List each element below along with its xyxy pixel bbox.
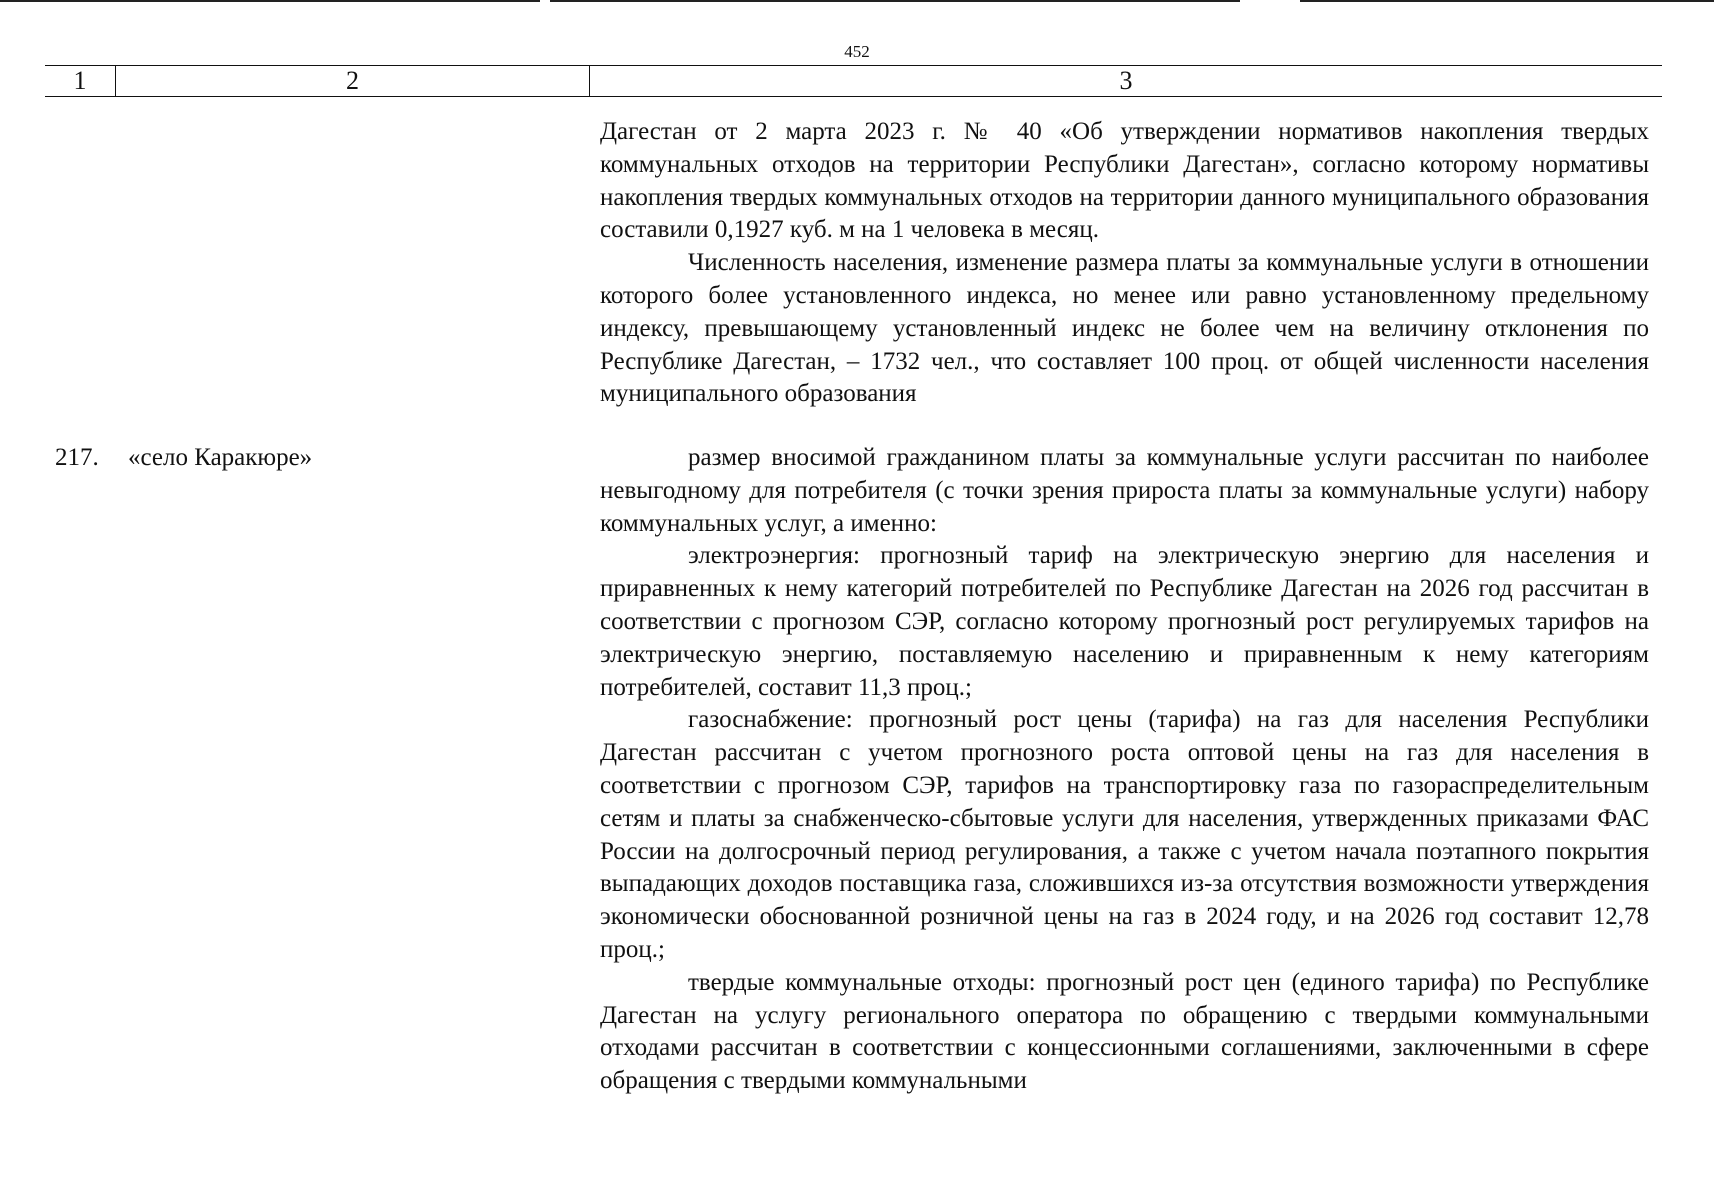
column-header-3: 3 bbox=[1119, 66, 1133, 95]
scan-edge-line bbox=[0, 0, 1714, 2]
municipality-name: «село Каракюре» bbox=[128, 444, 313, 471]
page-number: 452 bbox=[844, 42, 870, 61]
paragraph: электроэнергия: прогнозный тариф на электрическую энергию для населения и приравненных к нему категорий потребителей по Республике Дагестан на 2026 год рассчитан в соответствии с прогнозом СЭР, согласно которому прогнозный рост регулируемых тарифов на электрическую энергию, поставляемую населению и приравненным к нему категориям потребителей, составит 11,3 проц.; bbox=[600, 542, 1649, 701]
paragraph: твердые коммунальные отходы: прогнозный рост цен (единого тарифа) по Республике Дагестан на услугу регионального оператора по обращению с твердыми коммунальными отходами рассчитан в соответствии с концессионными соглашениями, заключенными в сфере обращения с твердыми коммунальными bbox=[600, 968, 1649, 1095]
column-header-1: 1 bbox=[45, 66, 116, 96]
paragraph: Дагестан от 2 марта 2023 г. № 40 «Об утверждении нормативов накопления твердых коммунальных отходов на территории Республики Дагестан», согласно которому нормативы накопления твердых коммунальных отходов на территории данного муниципального образования составили 0,1927 куб. м на 1 человека в месяц. bbox=[600, 118, 1649, 244]
table-header-row bbox=[45, 65, 1662, 97]
paragraph: размер вносимой гражданином платы за коммунальные услуги рассчитан по наиболее невыгодному для потребителя (с точки зрения прироста платы за коммунальные услуги) набору коммунальных услуг, а именно: bbox=[600, 444, 1649, 537]
row-description-block bbox=[600, 442, 1649, 1098]
paragraph: газоснабжение: прогнозный рост цены (тарифа) на газ для населения Республики Дагестан рассчитан с учетом прогнозного роста оптовой цены на газ для населения в соответствии с прогнозом СЭР, тарифов на транспортировку газа по газораспределительным сетям и платы за снабженческо-сбытовые услуги для населения, утвержденных приказами ФАС России на долгосрочный период регулирования, а также с учетом начала поэтапного покрытия выпадающих доходов поставщика газа, сложившихся из-за отсутствия возможности утверждения экономически обоснованной розничной цены на газ в 2024 году, и на 2026 год составит 12,78 проц.; bbox=[600, 706, 1649, 963]
continued-text-block bbox=[600, 116, 1649, 411]
column-header-2: 2 bbox=[116, 66, 590, 96]
paragraph: Численность населения, изменение размера платы за коммунальные услуги в отношении которого более установленного индекса, но менее или равно установленному предельному индексу, превышающему установленный индекс не более чем на величину отклонения по Республике Дагестан, – 1732 чел., что составляет 100 проц. от общей численности населения муниципального образования bbox=[600, 249, 1649, 408]
row-number: 217. bbox=[55, 444, 99, 471]
